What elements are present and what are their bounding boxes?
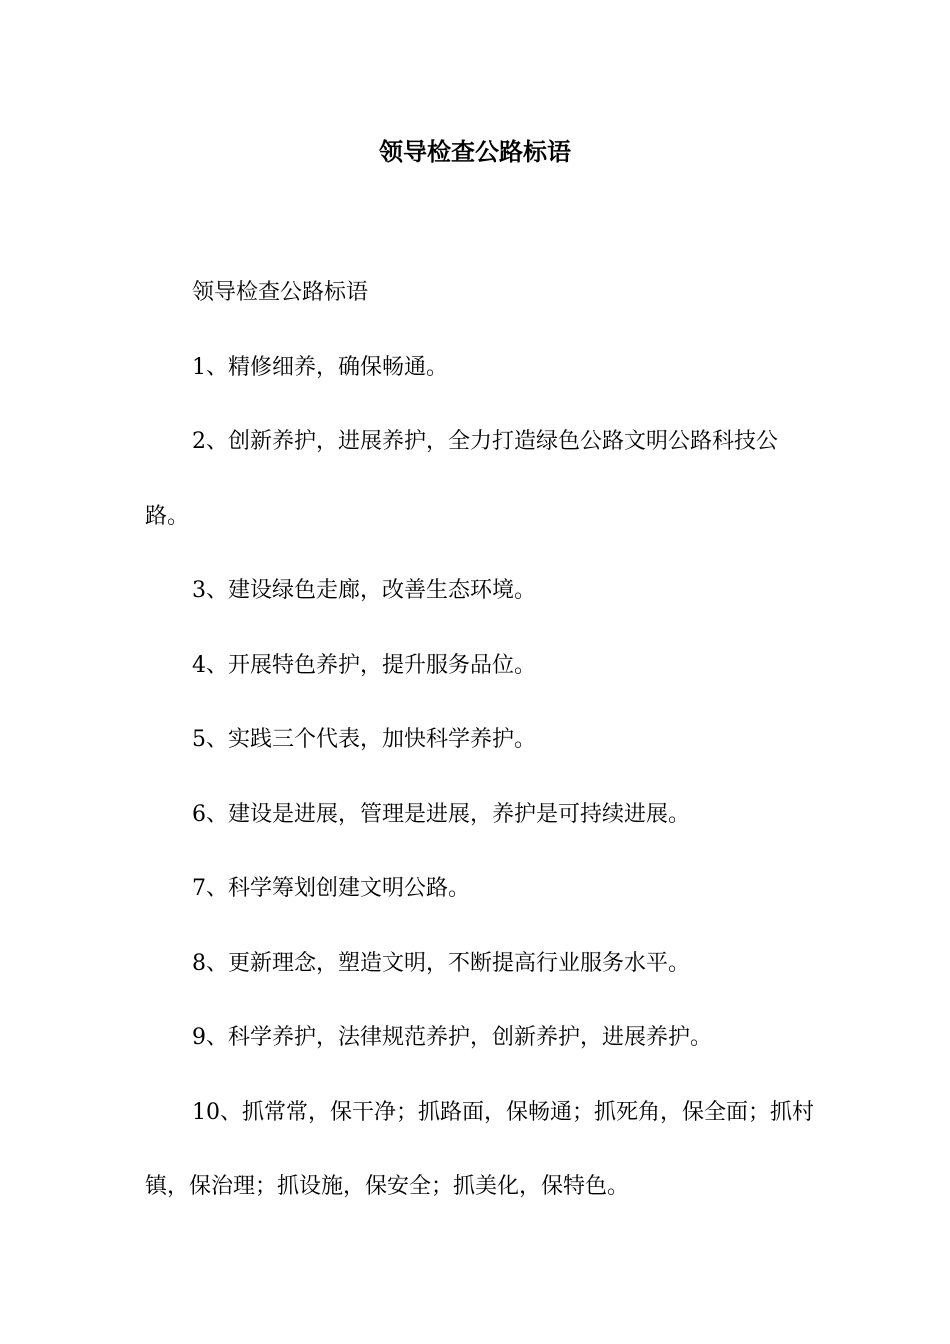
slogan-item-7: 7、科学筹划创建文明公路。 (192, 876, 470, 901)
slogan-item-4: 4、开展特色养护，提升服务品位。 (192, 652, 536, 678)
slogan-item-8: 8、更新理念，塑造文明，不断提高行业服务水平。 (192, 950, 690, 976)
slogan-item-5: 5、实践三个代表，加快科学养护。 (192, 727, 536, 752)
document-body (145, 256, 817, 1225)
paragraph-heading: 领导检查公路标语 (192, 280, 369, 305)
slogan-item-10: 10、抓常常，保干净；抓路面，保畅通；抓死角，保全面；抓村镇，保治理；抓设施，保安全；抓美化，保特色。 (145, 1099, 814, 1199)
slogan-item-1: 1、精修细养，确保畅通。 (192, 354, 448, 380)
slogan-item-2: 2、创新养护，进展养护，全力打造绿色公路文明公路科技公路。 (145, 429, 778, 529)
slogan-item-6: 6、建设是进展，管理是进展，养护是可持续进展。 (192, 801, 690, 827)
slogan-item-9: 9、科学养护，法律规范养护，创新养护，进展养护。 (192, 1025, 712, 1050)
document-title: 领导检查公路标语 (379, 137, 571, 166)
slogan-item-3: 3、建设绿色走廊，改善生态环境。 (192, 578, 536, 603)
